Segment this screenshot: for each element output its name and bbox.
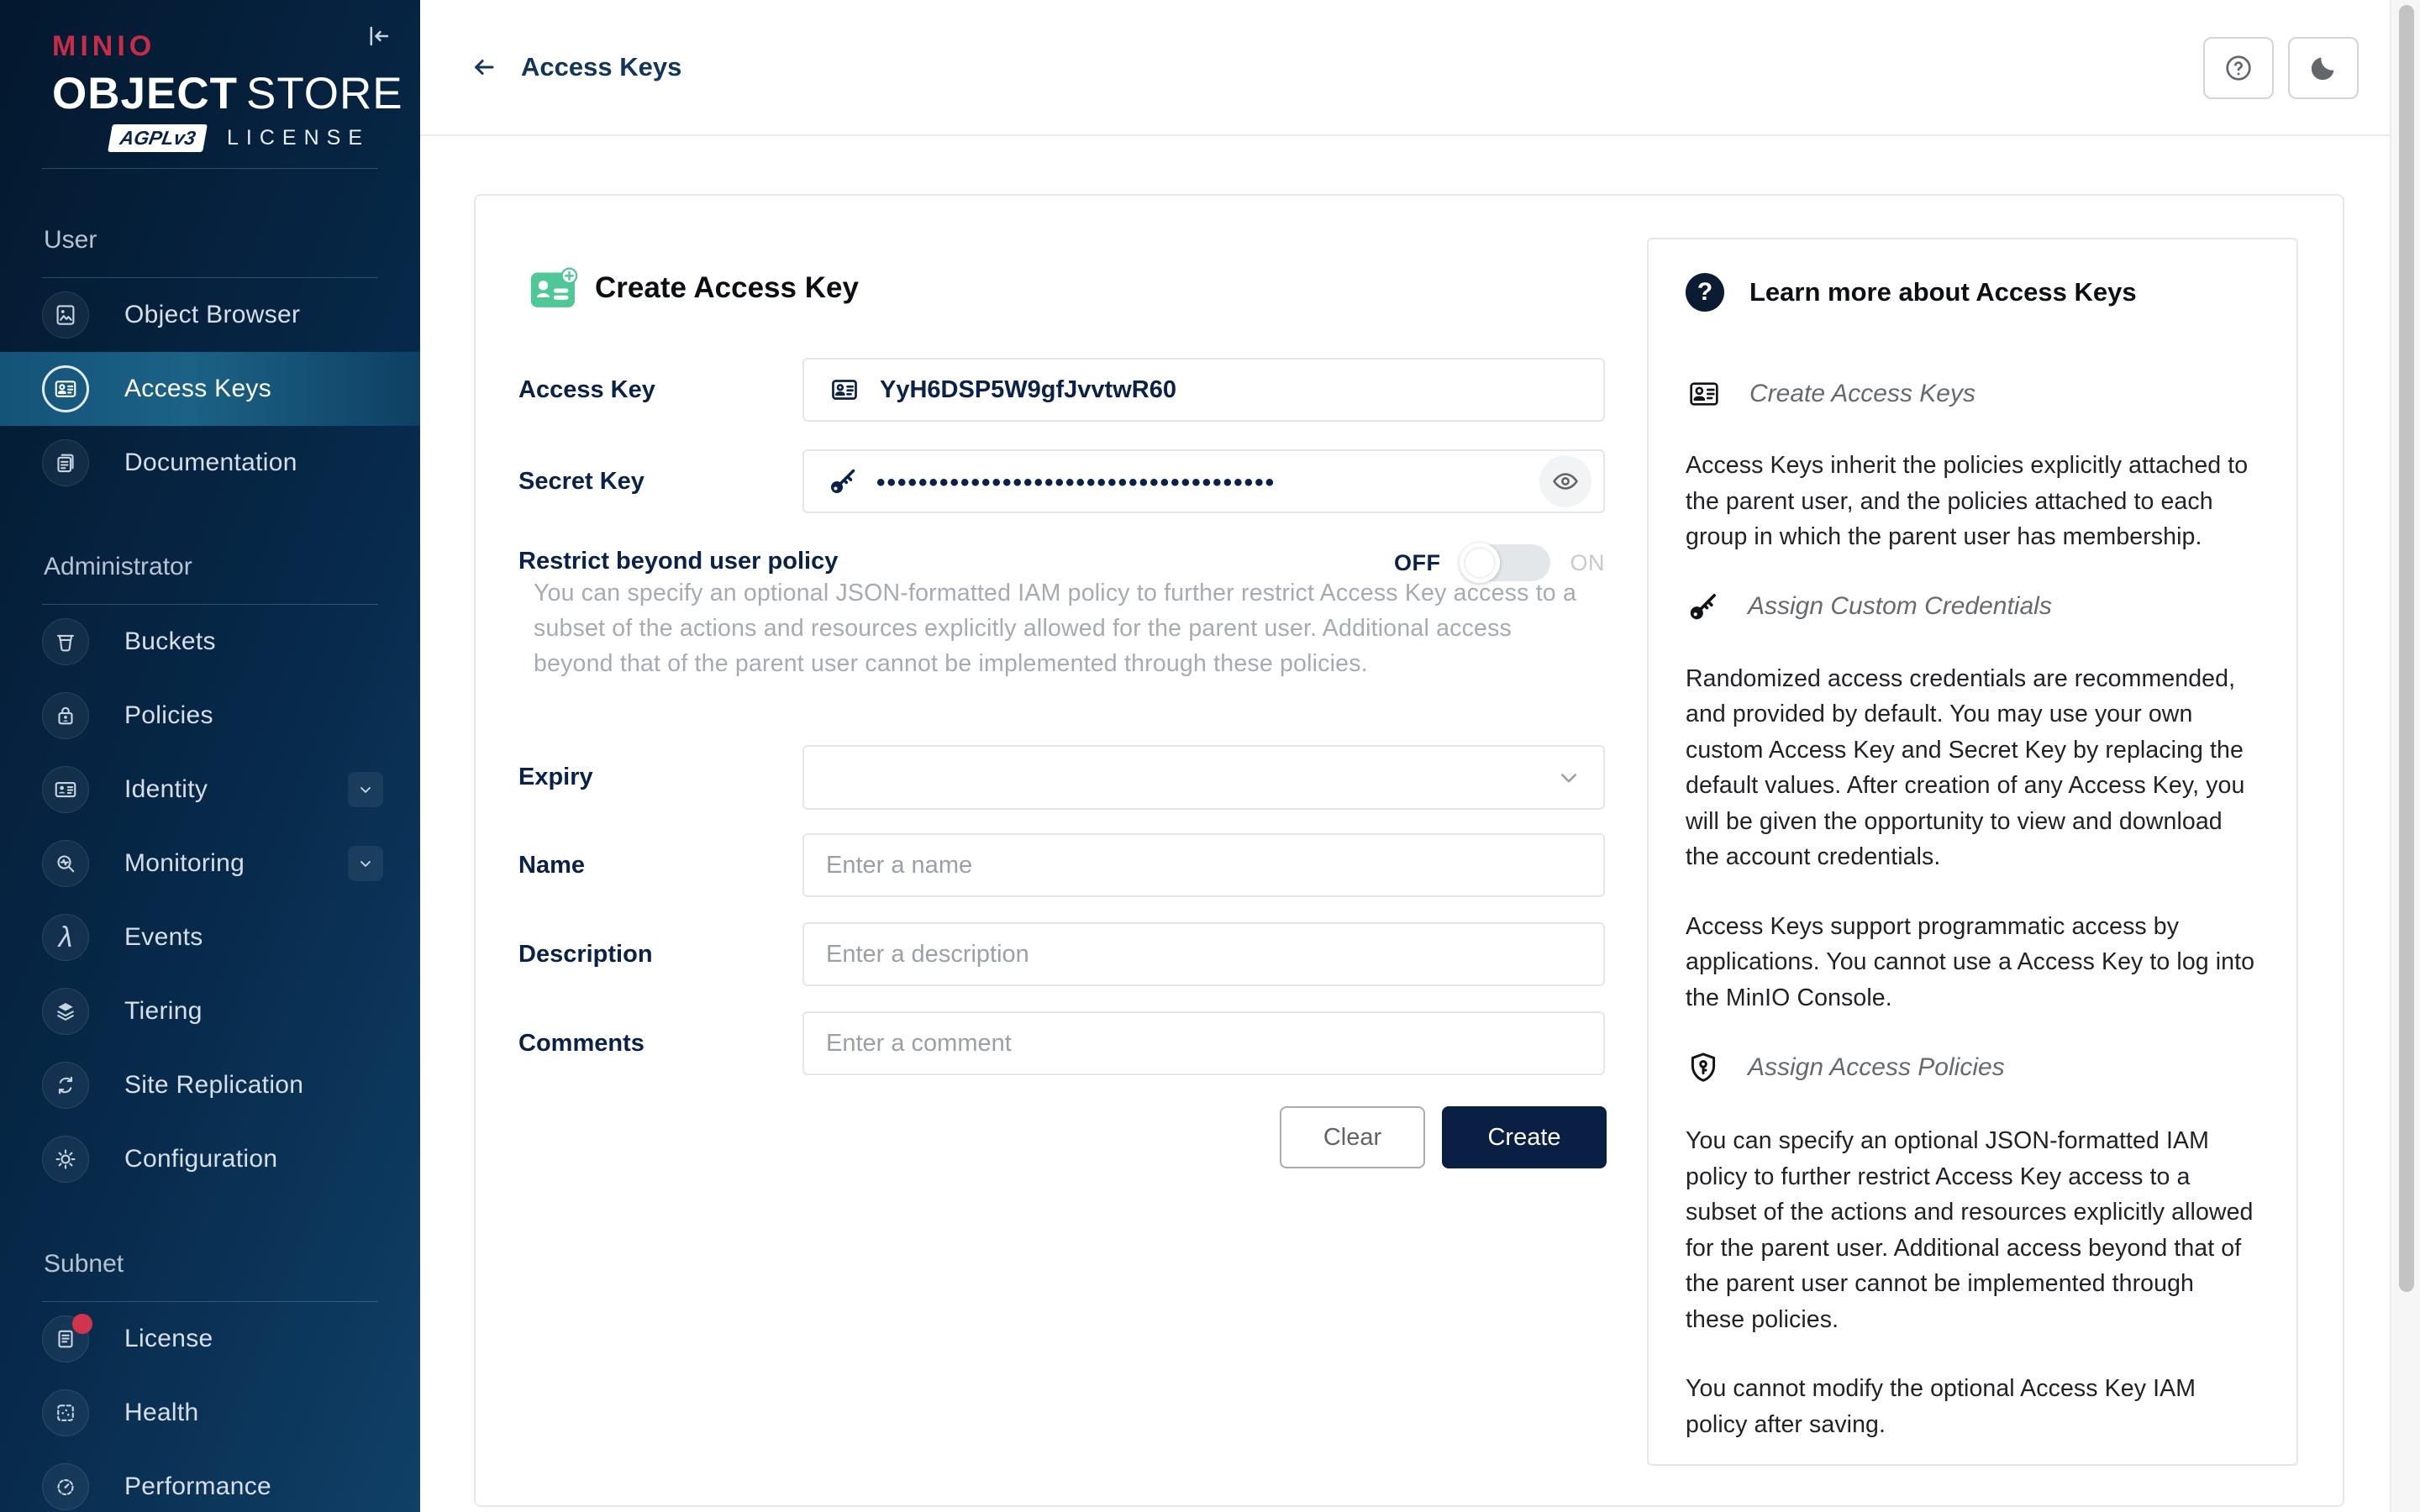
- key-filled-icon: [1686, 589, 1721, 624]
- chevron-down-icon[interactable]: [348, 846, 383, 881]
- name-input[interactable]: [826, 852, 1581, 879]
- description-label: Description: [518, 941, 653, 968]
- sidebar-item-label: License: [124, 1325, 213, 1352]
- site-replication-icon: [42, 1062, 89, 1109]
- access-key-label: Access Key: [518, 376, 655, 403]
- brand-minio: MINIO: [52, 30, 156, 62]
- restrict-policy-label: Restrict beyond user policy: [518, 548, 839, 575]
- name-label: Name: [518, 852, 585, 879]
- access-keys-icon: [42, 365, 89, 412]
- sidebar-item-policies[interactable]: [0, 679, 420, 753]
- main-content: [420, 0, 2420, 1512]
- collapse-sidebar-icon[interactable]: [365, 22, 393, 50]
- sidebar-item-site-replication[interactable]: [0, 1048, 420, 1122]
- key-icon: [826, 465, 860, 498]
- learn-more-header: [1686, 273, 2260, 312]
- sidebar-item-label: Policies: [124, 701, 213, 729]
- sidebar-item-license[interactable]: [0, 1302, 420, 1376]
- sidebar-item-label: Configuration: [124, 1145, 278, 1173]
- sidebar-item-events[interactable]: [0, 900, 420, 974]
- id-card-outline-icon: [1686, 377, 1723, 411]
- sidebar-item-performance[interactable]: [0, 1450, 420, 1512]
- sidebar-item-configuration[interactable]: [0, 1122, 420, 1196]
- toggle-on-label: ON: [1570, 549, 1605, 575]
- sidebar-item-label: Access Keys: [124, 375, 272, 402]
- monitoring-icon: [42, 840, 89, 887]
- help-button[interactable]: [2203, 37, 2274, 99]
- back-arrow-icon[interactable]: [469, 55, 499, 80]
- help-paragraph: You cannot modify the optional Access Key IAM policy after saving.: [1686, 1375, 2196, 1438]
- access-key-value: YyH6DSP5W9gfJvvtwR60: [880, 375, 1176, 403]
- events-lambda-icon: λ: [42, 914, 89, 961]
- sidebar-item-documentation[interactable]: [0, 426, 420, 500]
- sidebar-item-buckets[interactable]: [0, 605, 420, 679]
- sidebar-item-access-keys[interactable]: [0, 352, 420, 426]
- sidebar-item-label: Tiering: [124, 997, 203, 1025]
- card-title-row: [529, 267, 859, 309]
- help-section-title: Assign Custom Credentials: [1748, 591, 2052, 620]
- scrollbar-thumb[interactable]: [2399, 5, 2414, 1292]
- restrict-policy-description: You can specify an optional JSON-formatted IAM policy to further restrict Access Key access to a subset of the actions and resources explicitly allowed for the parent user. Additional access beyond that of the parent user cannot be implemented through these policies.: [534, 580, 1577, 677]
- identity-icon: [42, 766, 89, 813]
- secret-key-masked-value: ••••••••••••••••••••••••••••••••••••••: [876, 469, 1276, 496]
- logo-object-store: OBJECT STORE: [52, 69, 403, 118]
- comments-label: Comments: [518, 1030, 644, 1057]
- name-field-wrap: [802, 833, 1605, 897]
- license-row: [52, 124, 370, 152]
- moon-icon: [2308, 53, 2338, 83]
- chevron-down-icon[interactable]: [1555, 764, 1583, 792]
- help-section-title: Create Access Keys: [1749, 380, 1975, 407]
- secret-key-label: Secret Key: [518, 468, 644, 495]
- agpl-badge: AGPLv3: [108, 124, 208, 152]
- sidebar-item-label: Identity: [124, 775, 208, 803]
- description-input[interactable]: [826, 941, 1581, 969]
- expiry-select[interactable]: [802, 745, 1605, 810]
- sidebar-item-label: Performance: [124, 1473, 272, 1500]
- sidebar-item-health[interactable]: [0, 1376, 420, 1450]
- object-browser-icon: [42, 291, 89, 339]
- section-heading-administrator: Administrator: [44, 553, 192, 580]
- eye-icon: [1551, 467, 1580, 496]
- sidebar-item-label: Site Replication: [124, 1071, 304, 1099]
- secret-key-field[interactable]: [802, 449, 1605, 513]
- license-document-icon: [42, 1315, 89, 1362]
- section-heading-subnet: Subnet: [44, 1250, 124, 1278]
- buckets-icon: [42, 618, 89, 665]
- sidebar-item-label: Buckets: [124, 627, 216, 655]
- sidebar-item-label: Events: [124, 923, 203, 951]
- health-icon: [42, 1389, 89, 1436]
- help-section-title: Assign Access Policies: [1748, 1053, 2005, 1081]
- policies-icon: [42, 692, 89, 739]
- comments-input[interactable]: [826, 1030, 1581, 1058]
- help-paragraph: Randomized access credentials are recommended, and provided by default. You may use your own custom Access Key and Secret Key by replacing the default values. After creation of any Access Key, you will be given the opportunity to view and download the account credentials.: [1686, 664, 2245, 870]
- help-paragraph: Access Keys inherit the policies explicitly attached to the parent user, and the policies attached to each group in which the parent user has membership.: [1686, 452, 2249, 550]
- clear-button[interactable]: Clear: [1280, 1106, 1425, 1168]
- access-key-field[interactable]: [802, 358, 1605, 422]
- help-paragraph: Access Keys support programmatic access by applications. You cannot use a Access Key to log into the MinIO Console.: [1686, 912, 2255, 1011]
- performance-speedometer-icon: [42, 1463, 89, 1510]
- toggle-off-label: OFF: [1394, 549, 1441, 575]
- show-secret-button[interactable]: [1539, 455, 1591, 507]
- notification-badge: [72, 1314, 92, 1334]
- help-section-create-access-keys: [1686, 377, 2260, 411]
- card-title: Create Access Key: [595, 271, 859, 304]
- id-card-icon: [826, 375, 863, 405]
- create-access-key-icon: [529, 267, 578, 309]
- back-navigation[interactable]: [469, 0, 681, 134]
- create-access-key-card: [474, 194, 2344, 1507]
- logo: [0, 0, 420, 168]
- dark-mode-button[interactable]: [2288, 37, 2359, 99]
- license-label: LICENSE: [227, 126, 370, 150]
- documentation-icon: [42, 439, 89, 486]
- help-circle-icon: [2223, 52, 2254, 84]
- sidebar-item-label: Monitoring: [124, 849, 245, 877]
- help-section-assign-custom-credentials: [1686, 589, 2260, 624]
- learn-more-panel: [1647, 238, 2298, 1466]
- sidebar-item-identity[interactable]: [0, 753, 420, 827]
- page-header: [420, 0, 2420, 136]
- chevron-down-icon[interactable]: [348, 772, 383, 807]
- sidebar-item-label: Object Browser: [124, 301, 301, 328]
- scrollbar-track[interactable]: [2390, 0, 2420, 1512]
- sidebar-item-object-browser[interactable]: [0, 278, 420, 352]
- divider: [42, 168, 378, 169]
- help-paragraph: You can specify an optional JSON-formatted IAM policy to further restrict Access Key access to a subset of the actions and resources explicitly allowed for the parent user. Additional access beyond that of the parent user cannot be implemented through these policies.: [1686, 1127, 2254, 1333]
- learn-more-title: Learn more about Access Keys: [1749, 277, 2137, 307]
- section-heading-user: User: [44, 226, 97, 254]
- sidebar-section-user: [0, 222, 420, 500]
- sidebar-section-subnet: [0, 1246, 420, 1512]
- comments-field-wrap: [802, 1011, 1605, 1075]
- sidebar-section-administrator: [0, 549, 420, 1196]
- sidebar-item-label: Health: [124, 1399, 199, 1426]
- create-button[interactable]: Create: [1442, 1106, 1607, 1168]
- sidebar: [0, 0, 420, 1512]
- sidebar-item-tiering[interactable]: [0, 974, 420, 1048]
- expiry-label: Expiry: [518, 764, 593, 790]
- configuration-gear-icon: [42, 1136, 89, 1183]
- shield-key-icon: [1686, 1049, 1721, 1086]
- help-section-assign-access-policies: [1686, 1049, 2260, 1086]
- question-circle-icon: ?: [1686, 273, 1724, 312]
- sidebar-item-label: Documentation: [124, 449, 297, 476]
- description-field-wrap: [802, 922, 1605, 986]
- tiering-layers-icon: [42, 988, 89, 1035]
- page-title: Access Keys: [521, 52, 682, 81]
- sidebar-item-monitoring[interactable]: [0, 827, 420, 900]
